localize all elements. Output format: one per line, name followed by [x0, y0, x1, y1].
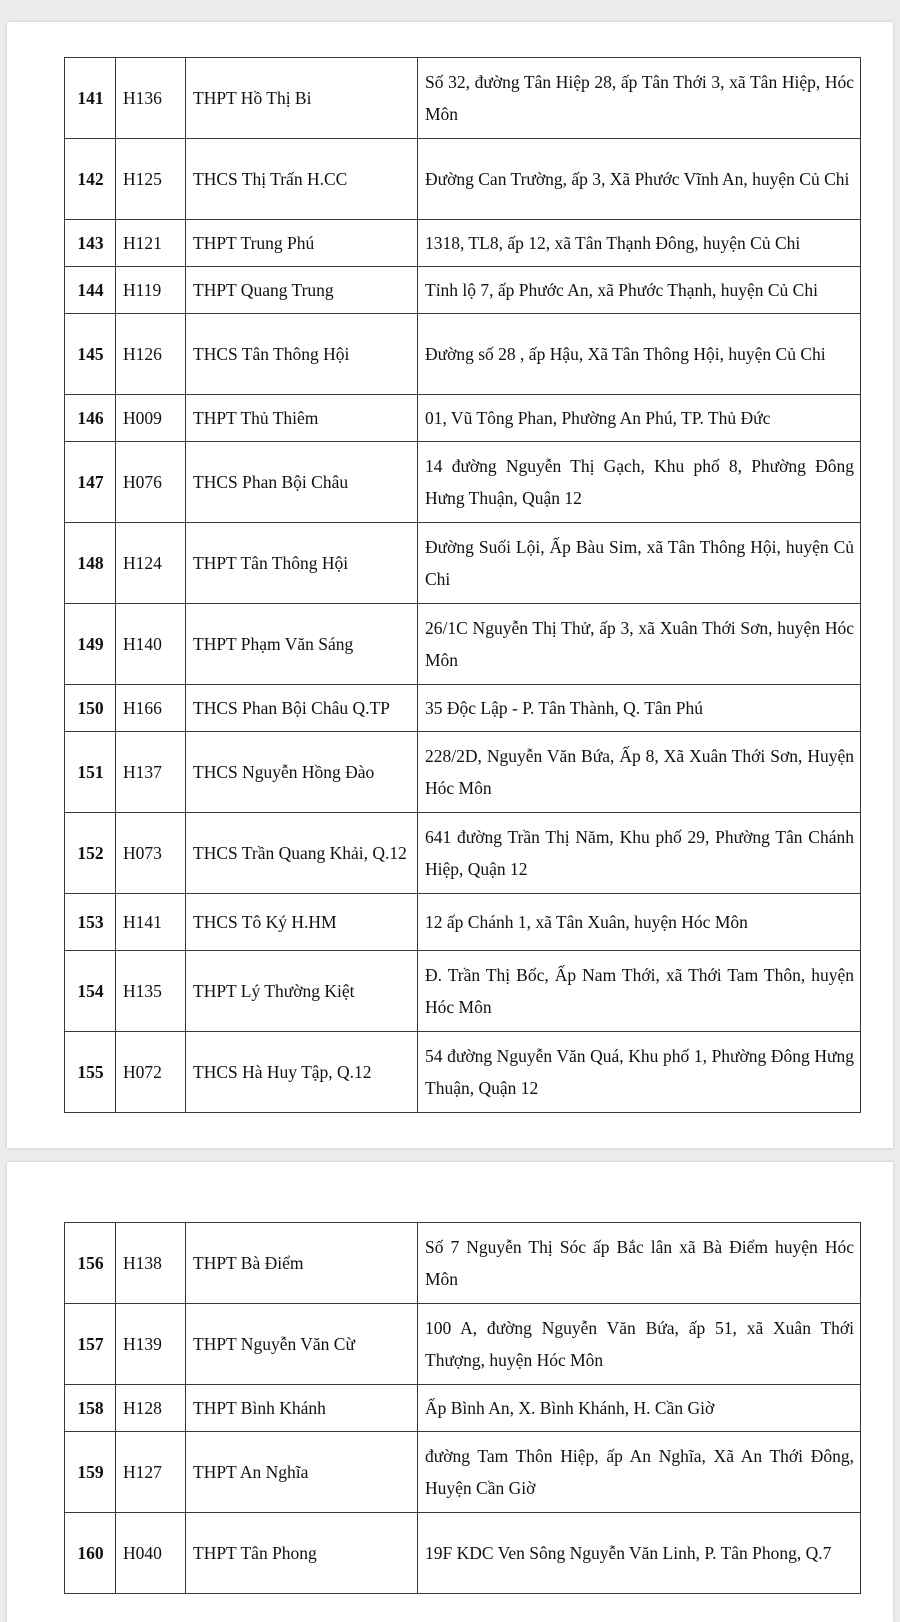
row-number: 152 — [65, 813, 116, 894]
school-name: THPT Tân Thông Hội — [186, 523, 418, 604]
school-code: H139 — [116, 1304, 186, 1385]
row-number: 144 — [65, 267, 116, 314]
table-row — [65, 267, 861, 314]
school-code: H073 — [116, 813, 186, 894]
school-name: THPT Quang Trung — [186, 267, 418, 314]
school-code: H140 — [116, 604, 186, 685]
school-name: THCS Thị Trấn H.CC — [186, 139, 418, 220]
table-row — [65, 685, 861, 732]
row-number: 158 — [65, 1385, 116, 1432]
school-code: H135 — [116, 951, 186, 1032]
school-address: 641 đường Trần Thị Năm, Khu phố 29, Phường Tân Chánh Hiệp, Quận 12 — [418, 813, 861, 894]
school-code: H040 — [116, 1513, 186, 1594]
table-row — [65, 58, 861, 139]
school-address: 100 A, đường Nguyễn Văn Bứa, ấp 51, xã Xuân Thới Thượng, huyện Hóc Môn — [418, 1304, 861, 1385]
school-code: H166 — [116, 685, 186, 732]
table-row — [65, 442, 861, 523]
row-number: 151 — [65, 732, 116, 813]
school-name: THCS Phan Bội Châu Q.TP — [186, 685, 418, 732]
school-name: THPT Tân Phong — [186, 1513, 418, 1594]
school-name: THPT Bình Khánh — [186, 1385, 418, 1432]
school-address: đường Tam Thôn Hiệp, ấp An Nghĩa, Xã An Thới Đông, Huyện Cần Giờ — [418, 1432, 861, 1513]
school-code: H009 — [116, 395, 186, 442]
school-code: H137 — [116, 732, 186, 813]
school-name: THCS Phan Bội Châu — [186, 442, 418, 523]
school-code: H141 — [116, 894, 186, 951]
table-row — [65, 395, 861, 442]
table-row — [65, 1223, 861, 1304]
school-code: H119 — [116, 267, 186, 314]
school-address: 14 đường Nguyễn Thị Gạch, Khu phố 8, Phường Đông Hưng Thuận, Quận 12 — [418, 442, 861, 523]
school-name: THCS Tô Ký H.HM — [186, 894, 418, 951]
table-row — [65, 220, 861, 267]
row-number: 148 — [65, 523, 116, 604]
row-number: 145 — [65, 314, 116, 395]
table-row — [65, 1432, 861, 1513]
school-name: THPT Nguyễn Văn Cừ — [186, 1304, 418, 1385]
table-row — [65, 1304, 861, 1385]
row-number: 159 — [65, 1432, 116, 1513]
school-code: H076 — [116, 442, 186, 523]
school-code: H126 — [116, 314, 186, 395]
school-name: THPT An Nghĩa — [186, 1432, 418, 1513]
school-name: THCS Hà Huy Tập, Q.12 — [186, 1032, 418, 1113]
school-address: Tỉnh lộ 7, ấp Phước An, xã Phước Thạnh, huyện Củ Chi — [418, 267, 861, 314]
school-address: Đường Can Trường, ấp 3, Xã Phước Vĩnh An, huyện Củ Chi — [418, 139, 861, 220]
school-name: THPT Trung Phú — [186, 220, 418, 267]
table-row — [65, 732, 861, 813]
table-row — [65, 1385, 861, 1432]
document-page-1 — [7, 22, 893, 1148]
school-name: THCS Nguyễn Hồng Đào — [186, 732, 418, 813]
row-number: 160 — [65, 1513, 116, 1594]
row-number: 154 — [65, 951, 116, 1032]
school-name: THPT Phạm Văn Sáng — [186, 604, 418, 685]
school-name: THCS Tân Thông Hội — [186, 314, 418, 395]
school-address: Ấp Bình An, X. Bình Khánh, H. Cần Giờ — [418, 1385, 861, 1432]
school-address: 26/1C Nguyễn Thị Thử, ấp 3, xã Xuân Thới Sơn, huyện Hóc Môn — [418, 604, 861, 685]
row-number: 141 — [65, 58, 116, 139]
school-table-page-1 — [64, 57, 861, 1113]
school-name: THPT Lý Thường Kiệt — [186, 951, 418, 1032]
row-number: 146 — [65, 395, 116, 442]
table-row — [65, 951, 861, 1032]
school-name: THPT Thủ Thiêm — [186, 395, 418, 442]
school-address: Số 32, đường Tân Hiệp 28, ấp Tân Thới 3, xã Tân Hiệp, Hóc Môn — [418, 58, 861, 139]
school-address: 01, Vũ Tông Phan, Phường An Phú, TP. Thủ Đức — [418, 395, 861, 442]
table-row — [65, 813, 861, 894]
school-address: Số 7 Nguyễn Thị Sóc ấp Bắc lân xã Bà Điểm huyện Hóc Môn — [418, 1223, 861, 1304]
row-number: 150 — [65, 685, 116, 732]
school-address: 35 Độc Lập - P. Tân Thành, Q. Tân Phú — [418, 685, 861, 732]
row-number: 147 — [65, 442, 116, 523]
document-page-2 — [7, 1162, 893, 1622]
school-code: H127 — [116, 1432, 186, 1513]
school-address: Đường số 28 , ấp Hậu, Xã Tân Thông Hội, huyện Củ Chi — [418, 314, 861, 395]
table-row — [65, 523, 861, 604]
school-address: 54 đường Nguyễn Văn Quá, Khu phố 1, Phường Đông Hưng Thuận, Quận 12 — [418, 1032, 861, 1113]
table-row — [65, 314, 861, 395]
school-address: 12 ấp Chánh 1, xã Tân Xuân, huyện Hóc Môn — [418, 894, 861, 951]
school-address: 1318, TL8, ấp 12, xã Tân Thạnh Đông, huyện Củ Chi — [418, 220, 861, 267]
row-number: 155 — [65, 1032, 116, 1113]
school-code: H128 — [116, 1385, 186, 1432]
school-name: THCS Trần Quang Khải, Q.12 — [186, 813, 418, 894]
school-address: 228/2D, Nguyễn Văn Bứa, Ấp 8, Xã Xuân Thới Sơn, Huyện Hóc Môn — [418, 732, 861, 813]
school-code: H138 — [116, 1223, 186, 1304]
school-code: H072 — [116, 1032, 186, 1113]
table-row — [65, 1513, 861, 1594]
school-table-page-2 — [64, 1222, 861, 1594]
row-number: 157 — [65, 1304, 116, 1385]
table-row — [65, 604, 861, 685]
row-number: 149 — [65, 604, 116, 685]
school-address: Đường Suối Lội, Ấp Bàu Sim, xã Tân Thông Hội, huyện Củ Chi — [418, 523, 861, 604]
school-code: H125 — [116, 139, 186, 220]
table-row — [65, 894, 861, 951]
school-name: THPT Hồ Thị Bi — [186, 58, 418, 139]
table-row — [65, 139, 861, 220]
table-row — [65, 1032, 861, 1113]
school-address: Đ. Trần Thị Bốc, Ấp Nam Thới, xã Thới Tam Thôn, huyện Hóc Môn — [418, 951, 861, 1032]
school-name: THPT Bà Điểm — [186, 1223, 418, 1304]
row-number: 153 — [65, 894, 116, 951]
school-code: H124 — [116, 523, 186, 604]
school-code: H136 — [116, 58, 186, 139]
row-number: 143 — [65, 220, 116, 267]
row-number: 142 — [65, 139, 116, 220]
row-number: 156 — [65, 1223, 116, 1304]
school-code: H121 — [116, 220, 186, 267]
school-address: 19F KDC Ven Sông Nguyễn Văn Linh, P. Tân Phong, Q.7 — [418, 1513, 861, 1594]
